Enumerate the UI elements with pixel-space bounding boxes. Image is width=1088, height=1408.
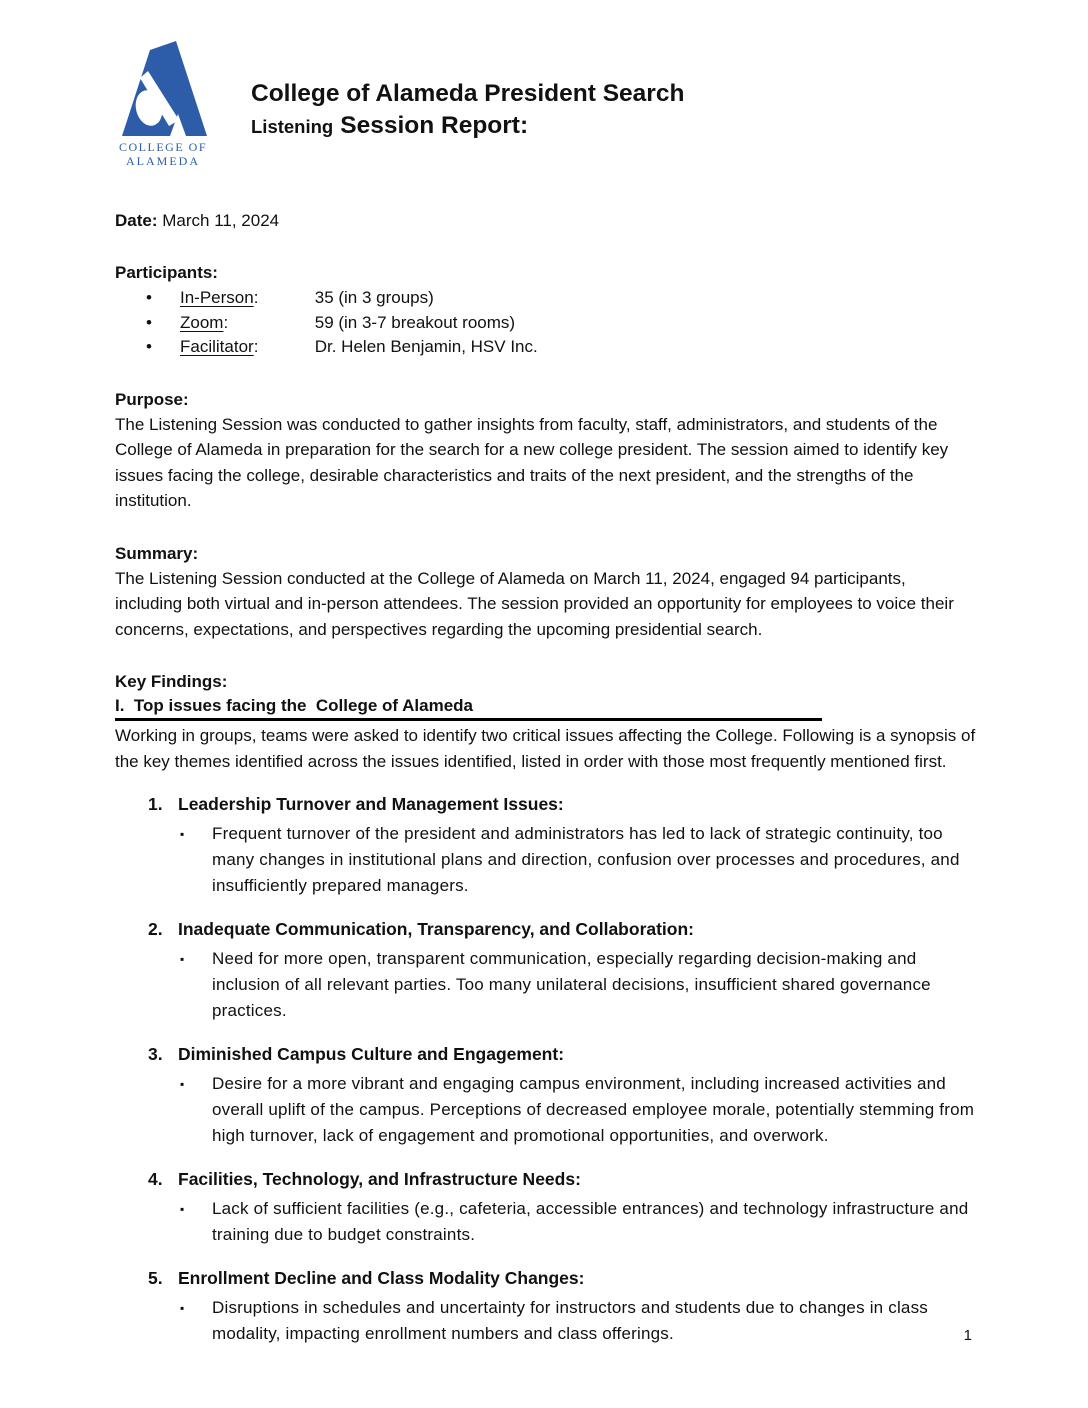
document-subtitle: [251, 109, 684, 143]
key-findings-heading: Key Findings:: [115, 672, 228, 691]
issue-detail-row: [115, 1295, 976, 1347]
issues-list: [115, 792, 976, 1347]
issue-detail-row: [115, 1071, 976, 1149]
participant-value: Dr. Helen Benjamin, HSV Inc.: [314, 337, 538, 356]
bullet-icon: •: [146, 312, 152, 332]
issue-title: Enrollment Decline and Class Modality Changes:: [178, 1268, 585, 1288]
square-bullet-icon: ▪: [180, 1301, 185, 1315]
participants-heading: Participants:: [115, 263, 218, 282]
issue-item-4: [115, 1167, 976, 1248]
summary-paragraph: The Listening Session conducted at the College of Alameda on March 11, 2024, engaged 94 participants, including both virtual and in-person attendees. The session provided an opportunity for employees to voice their concerns, expectations, and perspectives regarding the upcoming presidential search.: [115, 568, 954, 639]
date-line: [115, 208, 976, 233]
issue-detail-row: [115, 946, 976, 1024]
issue-number: 5.: [148, 1268, 163, 1288]
issue-number: 3.: [148, 1044, 163, 1064]
participants-item-zoom: [146, 311, 976, 336]
issue-item-5: [115, 1266, 976, 1347]
college-of-alameda-logo: [117, 38, 209, 175]
subtitle-large-text: Session Report:: [340, 112, 529, 139]
issue-item-2: [115, 917, 976, 1024]
title-block: [251, 38, 684, 143]
key-findings-section-1-heading: I. Top issues facing the College of Alameda: [115, 694, 822, 721]
date-value: March 11, 2024: [162, 211, 280, 230]
issue-title: Inadequate Communication, Transparency, and Collaboration:: [178, 919, 695, 939]
issue-title-row: [115, 792, 976, 816]
logo-text-line1: COLLEGE OF: [119, 140, 207, 154]
logo-text-line2: ALAMEDA: [126, 154, 200, 168]
date-label: Date:: [115, 211, 158, 230]
issue-title-row: [115, 1167, 976, 1191]
square-bullet-icon: ▪: [180, 1077, 185, 1091]
issue-detail: Frequent turnover of the president and administrators has led to lack of strategic continuity, too many changes in institutional plans and direction, confusion over processes and procedures, and insufficiently prepared managers.: [212, 824, 960, 895]
college-of-alameda-logo-icon: [117, 38, 209, 170]
bullet-icon: •: [146, 337, 152, 356]
issue-title-row: [115, 917, 976, 941]
issue-number: 4.: [148, 1169, 163, 1189]
participant-value: 59 (in 3-7 breakout rooms): [314, 312, 516, 332]
issue-number: 1.: [148, 794, 163, 814]
issue-title: Diminished Campus Culture and Engagement:: [178, 1044, 565, 1064]
page-number: 1: [963, 1327, 972, 1344]
summary-heading: Summary:: [115, 543, 199, 563]
bullet-icon: •: [146, 288, 152, 307]
issue-item-3: [115, 1042, 976, 1149]
square-bullet-icon: ▪: [180, 1202, 185, 1216]
issue-detail: Desire for a more vibrant and engaging campus environment, including increased activities and overall uplift of the campus. Perceptions of decreased employee morale, potentially stemming from high turnover, lack of engagement and promotional opportunities, and overwork.: [212, 1074, 975, 1145]
report-header: [115, 38, 976, 175]
issue-title: Leadership Turnover and Management Issues:: [178, 794, 564, 814]
participants-list: [115, 286, 976, 360]
issue-number: 2.: [148, 919, 163, 939]
square-bullet-icon: ▪: [180, 952, 185, 966]
purpose-paragraph: The Listening Session was conducted to gather insights from faculty, staff, administrators, and students of the College of Alameda in preparation for the search for a new college president. The session aimed to identify key issues facing the college, desirable characteristics and traits of the next president, and the strengths of the institution.: [115, 414, 949, 510]
participant-term: In-Person:: [180, 288, 259, 307]
purpose-heading: Purpose:: [115, 389, 189, 409]
document-title: College of Alameda President Search: [251, 80, 685, 107]
issue-item-1: [115, 792, 976, 899]
subtitle-small-text: Listening: [251, 116, 334, 137]
participants-item-in-person: [146, 286, 976, 311]
participant-value: 35 (in 3 groups): [314, 288, 434, 307]
participant-term: Facilitator:: [180, 337, 259, 356]
issue-title-row: [115, 1042, 976, 1066]
issue-detail: Need for more open, transparent communication, especially regarding decision-making and inclusion of all relevant parties. Too many unilateral decisions, insufficient shared governance practices.: [212, 949, 931, 1020]
issue-detail: Disruptions in schedules and uncertainty for instructors and students due to changes in class modality, impacting enrollment numbers and class offerings.: [212, 1298, 928, 1343]
issue-title-row: [115, 1266, 976, 1290]
key-findings-intro: Working in groups, teams were asked to identify two critical issues affecting the College. Following is a synopsis of the key themes identified across the issues identified, listed in order with those most frequently mentioned first.: [115, 726, 976, 771]
square-bullet-icon: ▪: [180, 827, 185, 841]
issue-detail-row: [115, 821, 976, 899]
participant-term: Zoom:: [180, 312, 229, 332]
participants-item-facilitator: [146, 335, 976, 360]
issue-detail-row: [115, 1196, 976, 1248]
issue-title: Facilities, Technology, and Infrastructure Needs:: [178, 1169, 581, 1189]
issue-detail: Lack of sufficient facilities (e.g., cafeteria, accessible entrances) and technology infrastructure and training due to budget constraints.: [212, 1199, 969, 1244]
